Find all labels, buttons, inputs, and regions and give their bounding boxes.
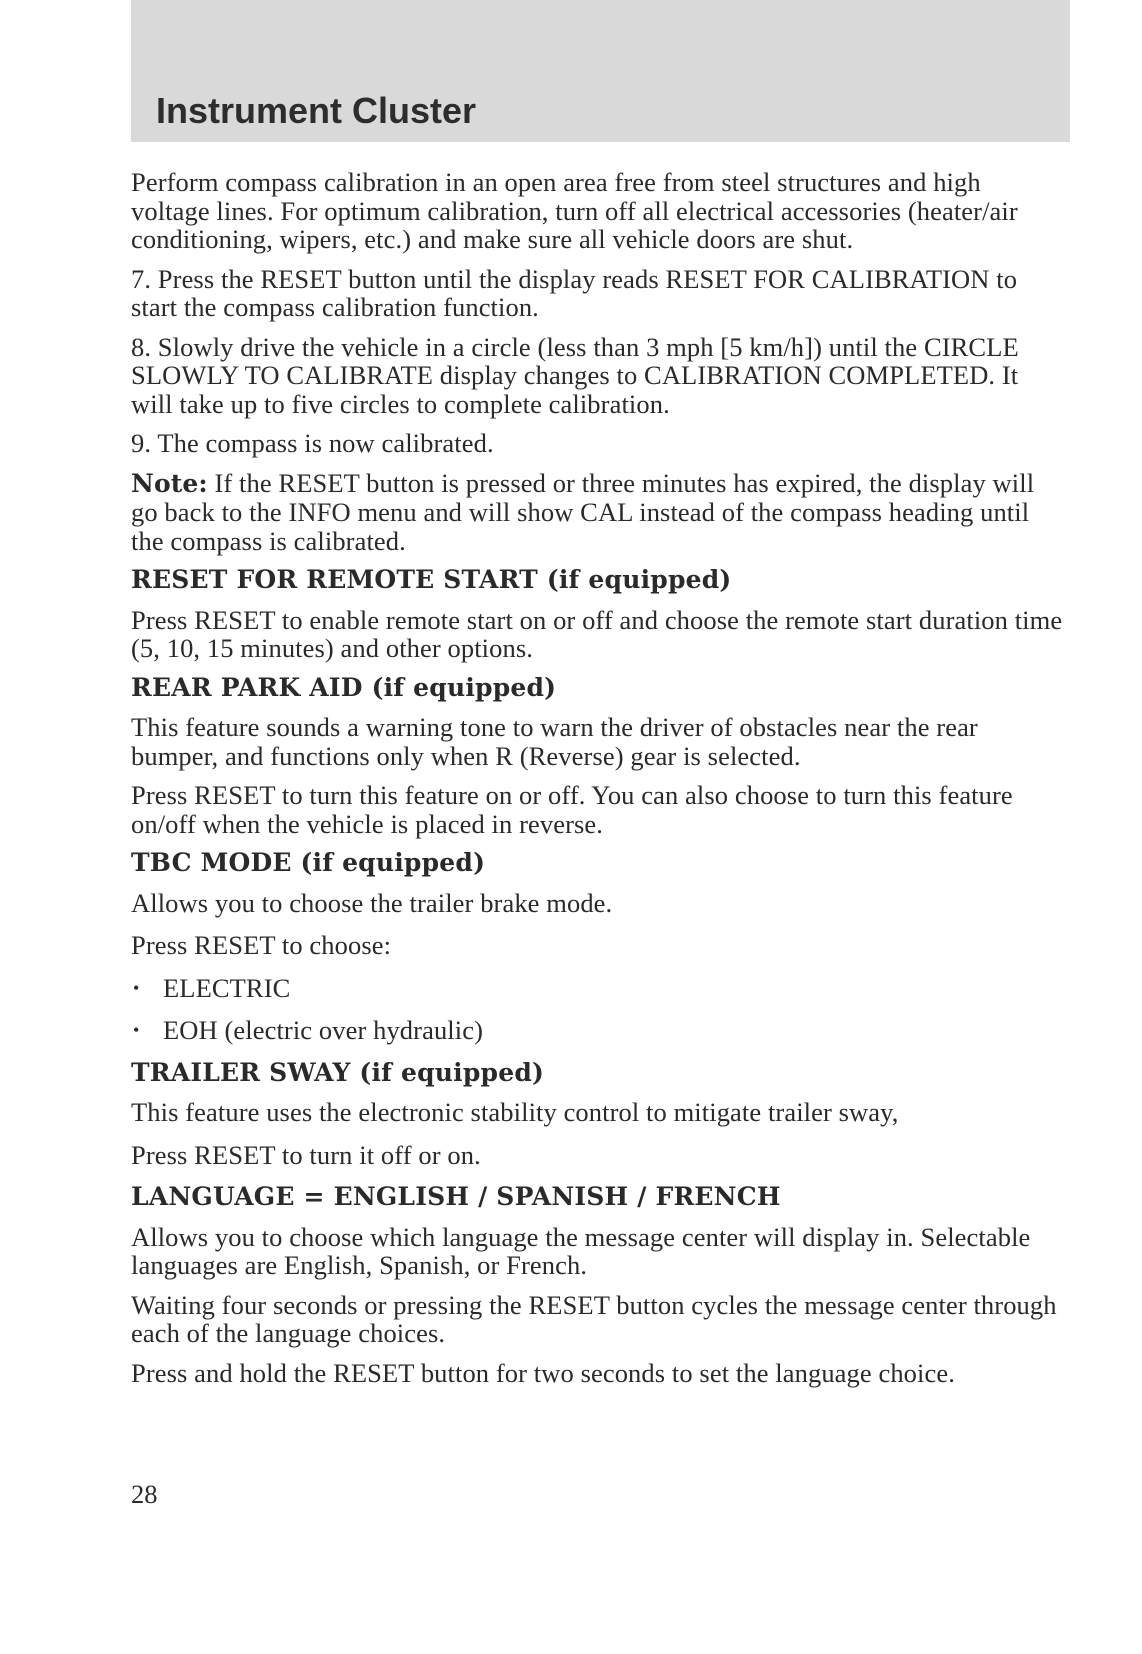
step-8-paragraph: 8. Slowly drive the vehicle in a circle (less than 3 mph [5 km/h]) until the CIRCLE SLOWLY TO CALIBRATE display changes to CALIBRATION COMPLETED. It will take up to five circles to complete calibration. xyxy=(131,331,1019,419)
language-paragraph-2: Waiting four seconds or pressing the RESET button cycles the message center through each of the language choices. xyxy=(131,1289,1057,1348)
remote-start-heading: RESET FOR REMOTE START (if equipped) xyxy=(131,565,732,594)
note-text: If the RESET button is pressed or three minutes has expired, the display will go back to the INFO menu and will show CAL instead of the compass heading until the compass is calibrated. xyxy=(131,467,1035,556)
note-paragraph xyxy=(131,469,1066,556)
rear-park-aid-heading: REAR PARK AID (if equipped) xyxy=(131,672,557,702)
remote-start-paragraph: Press RESET to enable remote start on or off and choose the remote start duration time (5, 10, 15 minutes) and other options. xyxy=(131,604,1063,663)
rear-park-aid-paragraph-2: Press RESET to turn this feature on or off. You can also choose to turn this feature on/off when the vehicle is placed in reverse. xyxy=(131,780,1013,839)
language-heading: LANGUAGE = ENGLISH / SPANISH / FRENCH xyxy=(131,1182,781,1211)
step-7-paragraph: 7. Press the RESET button until the display reads RESET FOR CALIBRATION to start the compass calibration function. xyxy=(131,263,1018,322)
intro-paragraph: Perform compass calibration in an open area free from steel structures and high voltage lines. For optimum calibration, turn off all electrical accessories (heater/air conditioning, wipers, etc.) and make sure all vehicle doors are shut. xyxy=(131,167,1018,254)
list-item xyxy=(131,974,1066,1003)
page-header xyxy=(131,0,1070,142)
trailer-sway-heading: TRAILER SWAY (if equipped) xyxy=(131,1057,545,1087)
bullet-icon: • xyxy=(133,1020,140,1040)
list-item xyxy=(131,1016,1066,1045)
trailer-sway-paragraph-1: This feature uses the electronic stability control to mitigate trailer sway, xyxy=(131,1097,899,1127)
rear-park-aid-paragraph-1: This feature sounds a warning tone to warn the driver of obstacles near the rear bumper, and functions only when R (Reverse) gear is selected. xyxy=(131,712,978,771)
bullet-icon: • xyxy=(133,977,140,998)
page-body xyxy=(131,168,1066,1398)
language-paragraph-1: Allows you to choose which language the message center will display in. Selectable languages are English, Spanish, or French. xyxy=(131,1221,1031,1280)
trailer-sway-paragraph-2: Press RESET to turn it off or on. xyxy=(131,1139,481,1170)
tbc-mode-heading: TBC MODE (if equipped) xyxy=(131,848,486,877)
tbc-mode-paragraph-2: Press RESET to choose: xyxy=(131,930,392,960)
list-item-text: EOH (electric over hydraulic) xyxy=(163,1015,484,1045)
tbc-mode-paragraph-1: Allows you to choose the trailer brake mode. xyxy=(131,887,613,918)
page-title: Instrument Cluster xyxy=(156,90,477,131)
tbc-mode-list xyxy=(131,974,1066,1045)
page-number: 28 xyxy=(131,1479,158,1509)
list-item-text: ELECTRIC xyxy=(163,972,291,1003)
step-9-paragraph: 9. The compass is now calibrated. xyxy=(131,428,494,458)
note-label: Note: xyxy=(131,468,208,498)
language-paragraph-3: Press and hold the RESET button for two seconds to set the language choice. xyxy=(131,1357,955,1388)
